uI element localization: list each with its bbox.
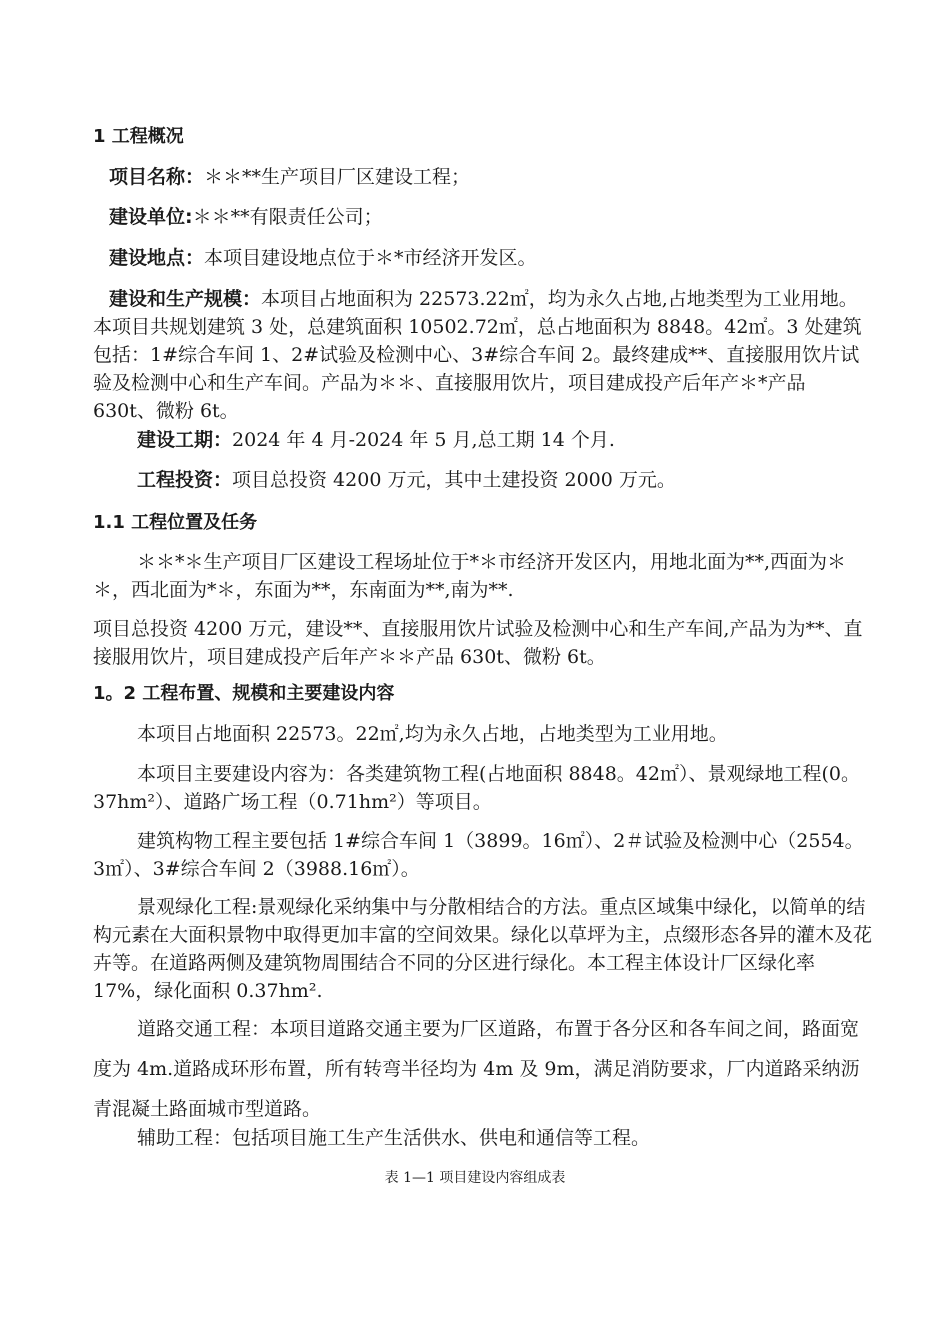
builder-label: 建设单位: xyxy=(109,206,193,228)
investment-summary-paragraph: 项目总投资 4200 万元，建设**、直接服用饮片试验及检测中心和生产车间,产品为为**、直接服用饮片，项目建成投产后年产＊＊产品 630t、微粉 6t。 xyxy=(93,618,863,668)
builder-value: ＊＊**有限责任公司； xyxy=(192,206,383,228)
investment-label: 工程投资： xyxy=(137,469,233,491)
project-name-value: ＊＊**生产项目厂区建设工程； xyxy=(204,166,471,188)
period-value: 2024 年 4 月-2024 年 5 月,总工期 14 个月. xyxy=(232,429,615,451)
greening-paragraph: 景观绿化工程:景观绿化采纳集中与分散相结合的方法。重点区域集中绿化，以简单的结构元素在大面积景物中取得更加丰富的空间效果。绿化以草坪为主，点缀形态各异的灌木及花卉等。在道路两侧及建筑物周围结合不同的分区进行绿化。本工程主体设计厂区绿化率 17%，绿化面积 0.37hm². xyxy=(93,896,873,1002)
project-name-line xyxy=(93,163,873,191)
investment-value: 项目总投资 4200 万元，其中土建投资 2000 万元。 xyxy=(232,469,676,491)
location-label: 建设地点： xyxy=(109,247,205,269)
auxiliary-paragraph: 辅助工程：包括项目施工生产生活供水、供电和通信等工程。 xyxy=(137,1127,651,1149)
period-label: 建设工期： xyxy=(137,429,233,451)
investment-line xyxy=(93,466,873,494)
section-heading-1-2: 1。2 工程布置、规模和主要建设内容 xyxy=(93,683,395,704)
road-traffic-paragraph: 道路交通工程：本项目道路交通主要为厂区道路，布置于各分区和各车间之间，路面宽度为 4m.道路成环形布置，所有转弯半径均为 4m 及 9m，满足消防要求，厂内道路采纳沥青混凝土路面城市型道路。 xyxy=(93,1018,860,1120)
location-line xyxy=(93,244,873,272)
project-name-label: 项目名称： xyxy=(109,166,205,188)
location-value: 本项目建设地点位于＊*市经济开发区。 xyxy=(204,247,537,269)
location-task-paragraph: ＊＊*＊生产项目厂区建设工程场址位于*＊市经济开发区内，用地北面为**,西面为＊＊，西北面为*＊，东面为**，东南面为**,南为**. xyxy=(93,551,847,601)
table-caption: 表 1—1 项目建设内容组成表 xyxy=(384,1170,566,1186)
land-area-paragraph: 本项目占地面积 22573。22㎡,均为永久占地，占地类型为工业用地。 xyxy=(137,723,728,745)
scale-paragraph xyxy=(93,285,873,425)
buildings-paragraph: 建筑构物工程主要包括 1#综合车间 1（3899。16㎡）、2＃试验及检测中心（2554。3㎡）、3#综合车间 2（3988.16㎡）。 xyxy=(93,830,864,880)
scale-value: 本项目占地面积为 22573.22㎡，均为永久占地,占地类型为工业用地。本项目共规划建筑 3 处，总建筑面积 10502.72㎡，总占地面积为 8848。42㎡。3 处建筑包括：1#综合车间 1、2#试验及检测中心、3#综合车间 2。最终建成**、直接服用饮片试验及检测中心和生产车间。产品为＊＊、直接服用饮片，项目建成投产后年产＊*产品 630t、微粉 6t。 xyxy=(93,288,862,422)
period-line xyxy=(93,426,873,454)
section-heading-1: 1 工程概况 xyxy=(93,126,184,147)
scale-label: 建设和生产规模： xyxy=(109,288,262,310)
main-content-paragraph: 本项目主要建设内容为：各类建筑物工程(占地面积 8848。42㎡）、景观绿地工程(0。37hm²）、道路广场工程（0.71hm²）等项目。 xyxy=(93,763,860,813)
section-heading-1-1: 1.1 工程位置及任务 xyxy=(93,512,258,533)
builder-line xyxy=(93,203,873,231)
